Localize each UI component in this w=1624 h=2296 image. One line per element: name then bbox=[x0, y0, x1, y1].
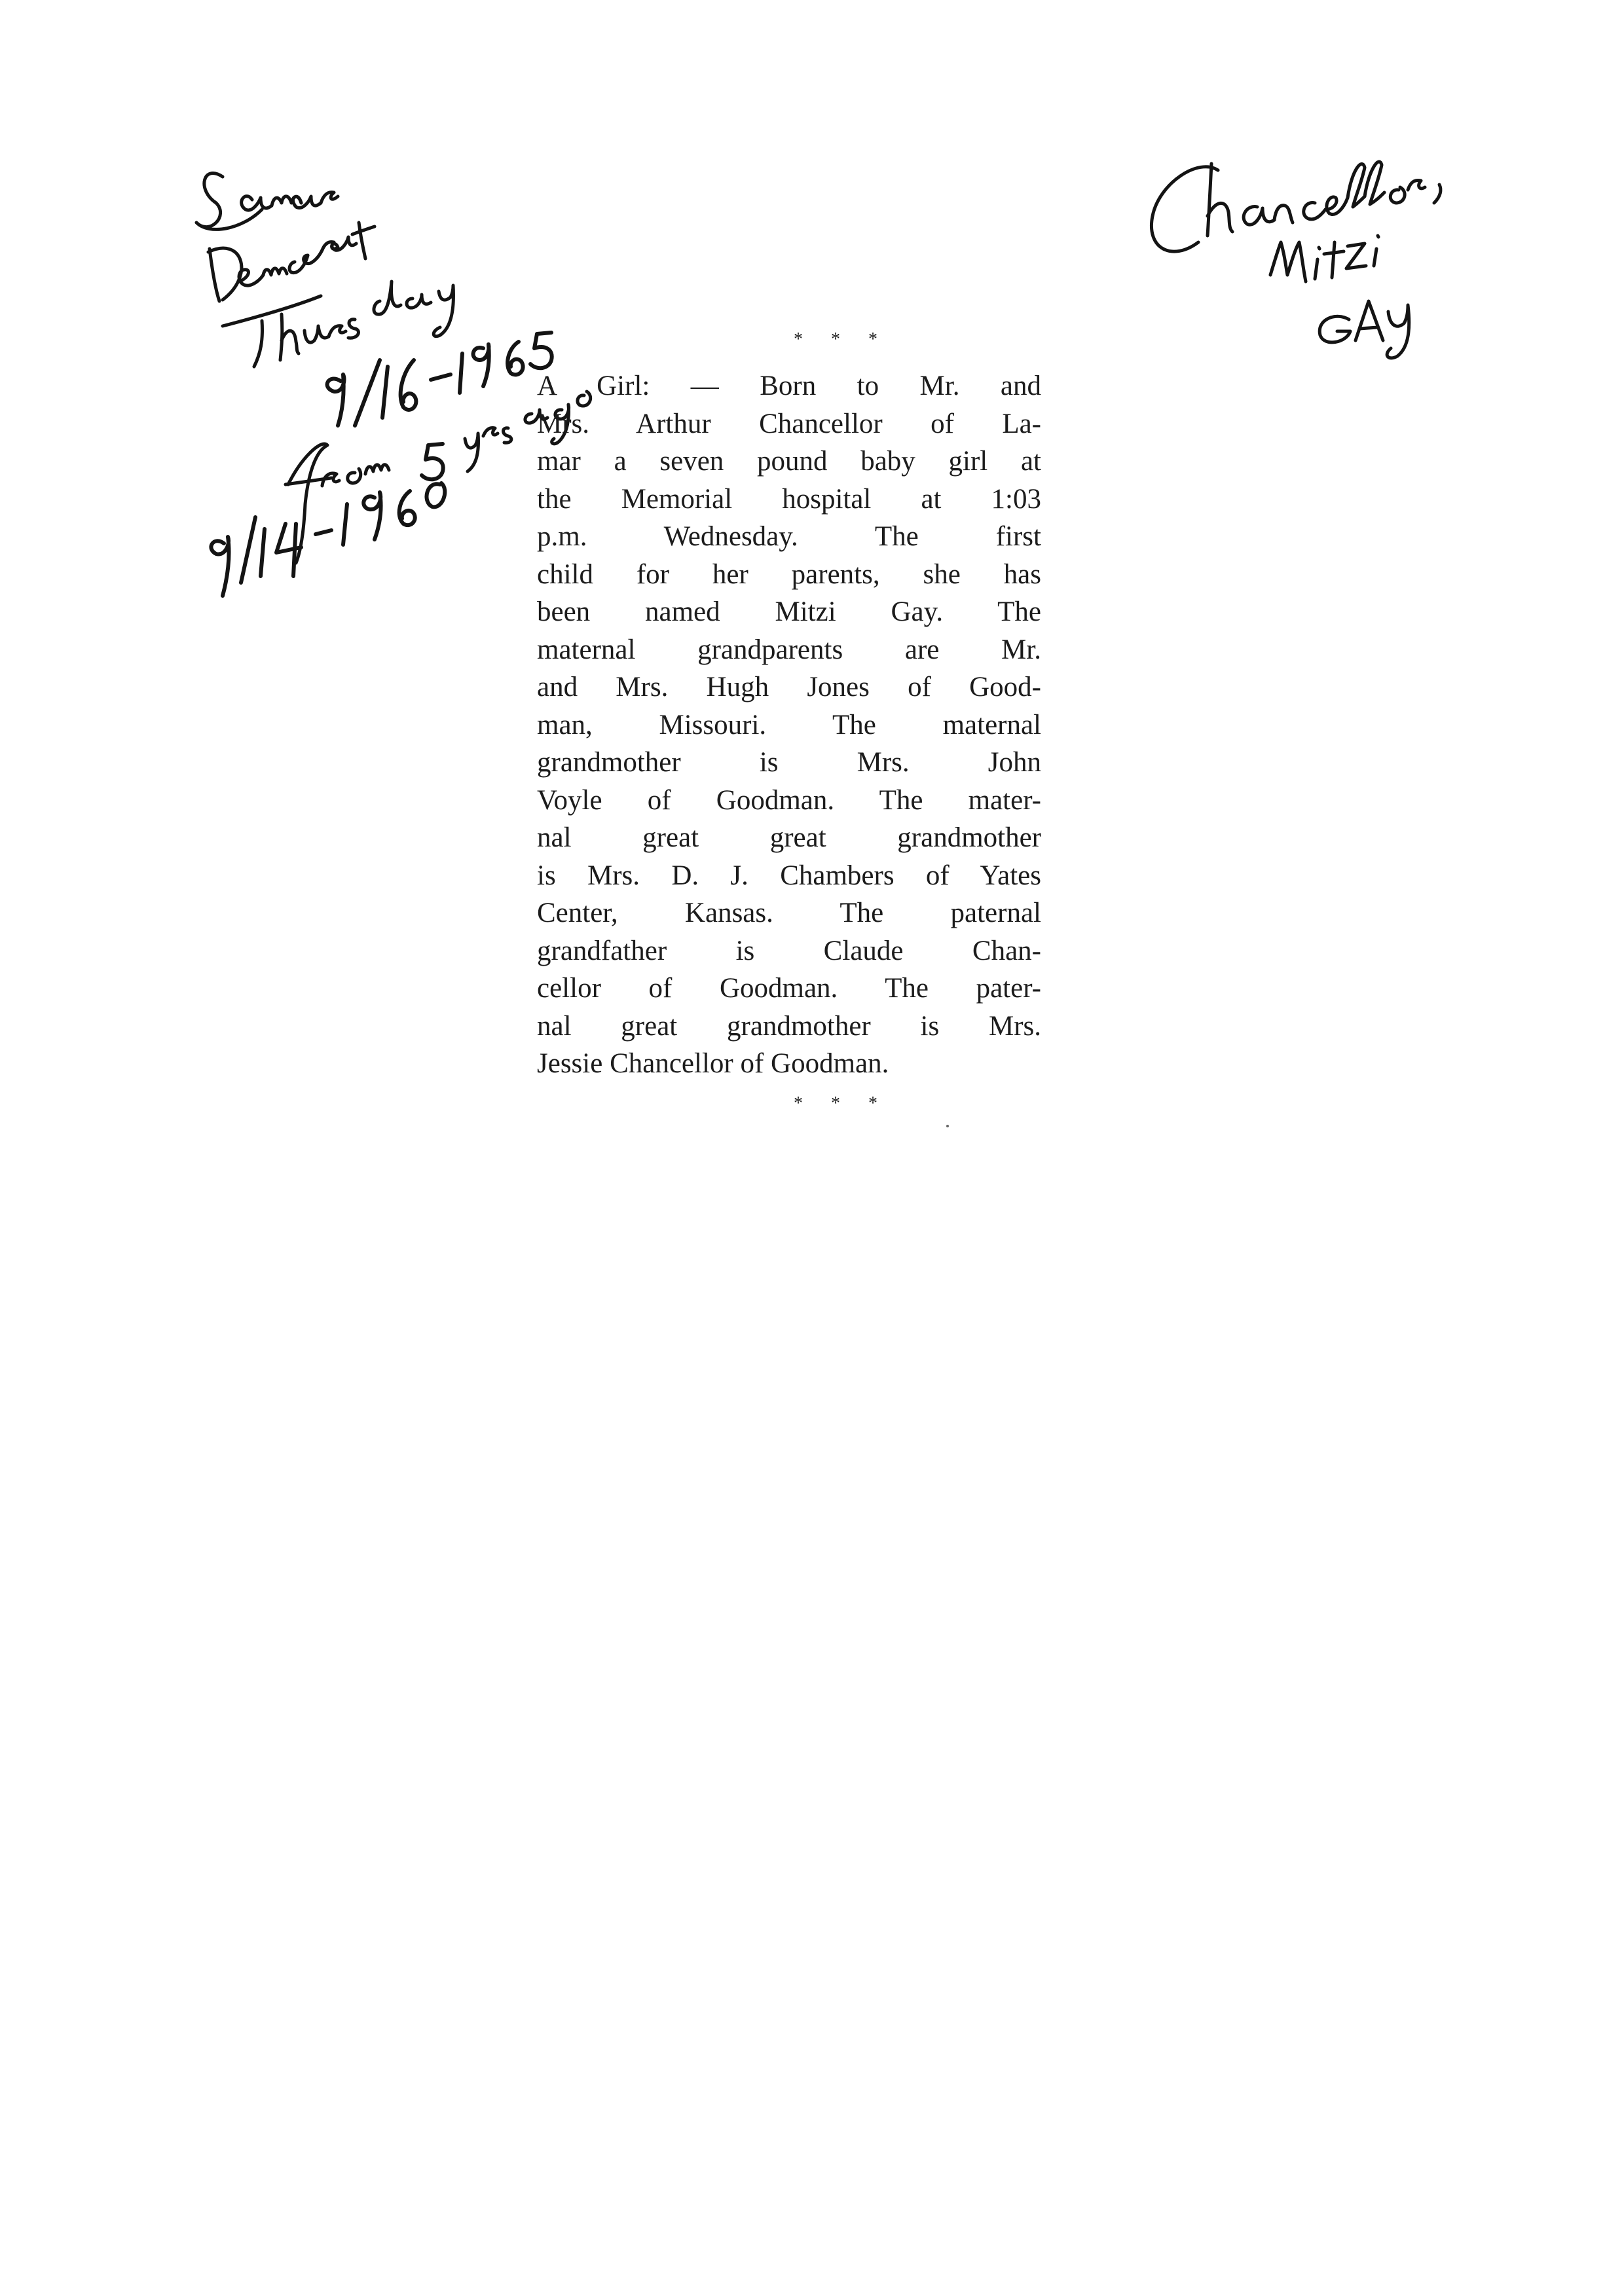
article-line: grandfather is Claude Chan- bbox=[537, 935, 1041, 966]
article-line: cellor of Goodman. The pater- bbox=[537, 973, 1041, 1004]
separator-bottom: * * * bbox=[794, 1093, 889, 1114]
article-line: nal great great grandmother bbox=[537, 822, 1041, 853]
article-line: man, Missouri. The maternal bbox=[537, 709, 1041, 740]
article-line: child for her parents, she has bbox=[537, 558, 1041, 590]
separator-top: * * * bbox=[794, 329, 889, 350]
article-line: been named Mitzi Gay. The bbox=[537, 596, 1041, 627]
article-line: Center, Kansas. The paternal bbox=[537, 898, 1041, 928]
article-line: grandmother is Mrs. John bbox=[537, 747, 1041, 778]
article-line: the Memorial hospital at 1:03 bbox=[537, 483, 1041, 515]
article-line: nal great grandmother is Mrs. bbox=[537, 1010, 1041, 1042]
article-line: Voyle of Goodman. The mater- bbox=[537, 784, 1041, 816]
article-line: Mrs. Arthur Chancellor of La- bbox=[537, 408, 1041, 439]
article-line: mar a seven pound baby girl at bbox=[537, 446, 1041, 477]
handwritten-note-right bbox=[1139, 144, 1559, 386]
article-line: Jessie Chancellor of Goodman. bbox=[537, 1048, 889, 1079]
article-line: p.m. Wednesday. The first bbox=[537, 521, 1041, 552]
article-line: is Mrs. D. J. Chambers of Yates bbox=[537, 860, 1041, 891]
article-line: and Mrs. Hugh Jones of Good- bbox=[537, 672, 1041, 702]
scan-speck bbox=[946, 1125, 949, 1127]
article-line: A Girl: — Born to Mr. and bbox=[537, 371, 1041, 401]
article-line: maternal grandparents are Mr. bbox=[537, 634, 1041, 665]
newspaper-clipping bbox=[537, 331, 1041, 1136]
birth-announcement-article bbox=[537, 367, 1041, 1083]
